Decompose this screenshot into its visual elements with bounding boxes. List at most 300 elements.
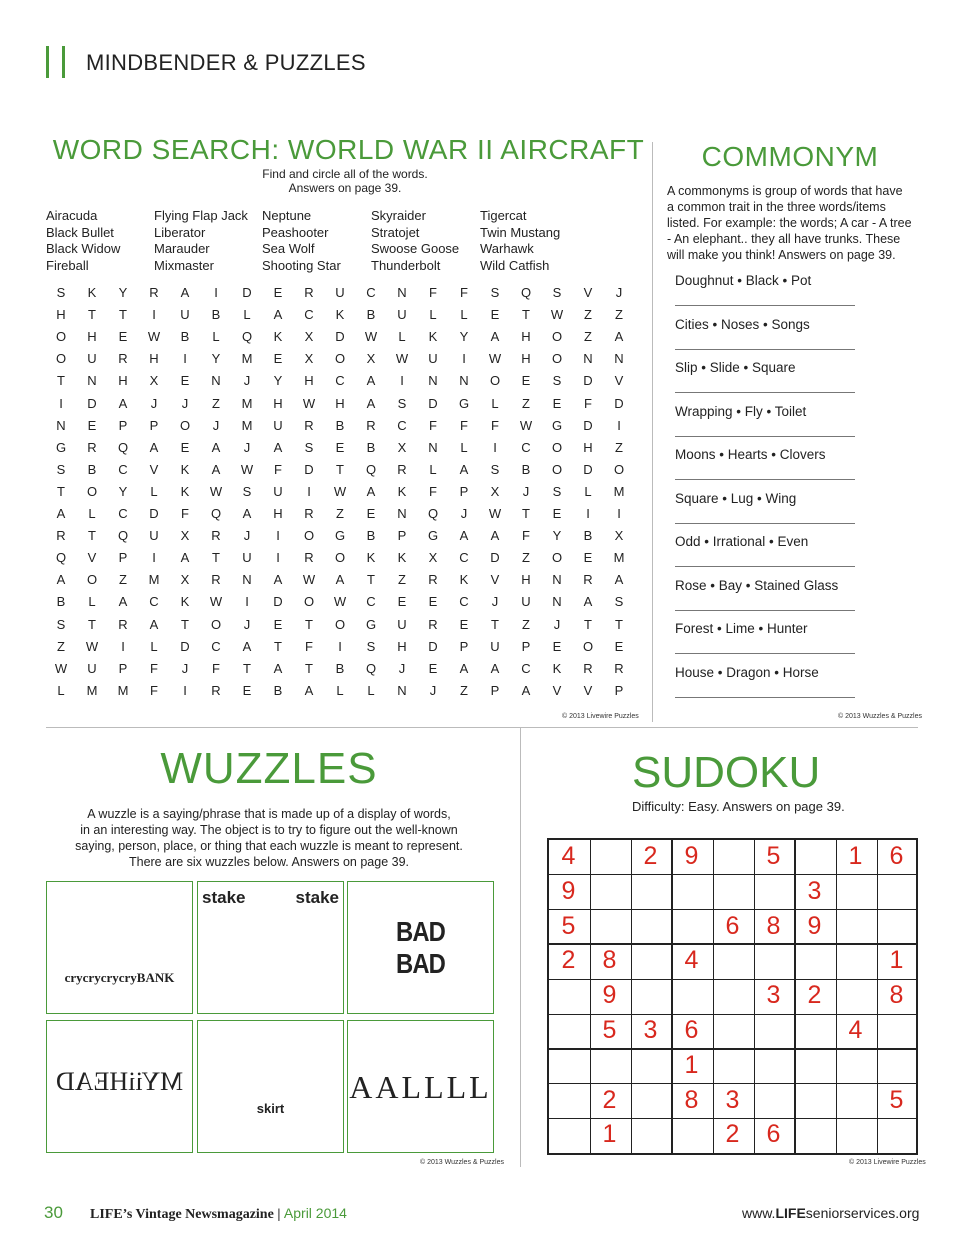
grid-letter[interactable]: C: [459, 550, 469, 566]
grid-letter[interactable]: R: [304, 285, 314, 300]
grid-letter[interactable]: T: [336, 461, 344, 477]
grid-letter[interactable]: E: [614, 638, 624, 654]
grid-letter[interactable]: N: [583, 351, 593, 367]
sudoku-empty-cell[interactable]: [835, 1048, 876, 1083]
sudoku-given-digit[interactable]: 4: [684, 946, 699, 975]
grid-letter[interactable]: L: [336, 682, 344, 698]
grid-letter[interactable]: E: [552, 506, 562, 521]
grid-letter[interactable]: J: [522, 483, 530, 499]
grid-letter[interactable]: A: [273, 439, 283, 455]
answer-line[interactable]: [675, 697, 855, 698]
grid-letter[interactable]: I: [617, 506, 621, 521]
grid-letter[interactable]: R: [428, 616, 438, 632]
grid-letter[interactable]: W: [209, 594, 223, 610]
grid-letter[interactable]: T: [212, 550, 220, 566]
grid-letter[interactable]: H: [56, 307, 66, 323]
grid-letter[interactable]: I: [338, 638, 342, 654]
grid-letter[interactable]: A: [614, 572, 624, 588]
sudoku-given-digit[interactable]: 6: [889, 842, 904, 870]
grid-letter[interactable]: O: [334, 351, 346, 367]
sudoku-given-digit[interactable]: 2: [725, 1120, 740, 1149]
grid-letter[interactable]: F: [181, 506, 189, 521]
grid-letter[interactable]: F: [274, 461, 282, 477]
grid-letter[interactable]: B: [366, 528, 376, 544]
grid-letter[interactable]: C: [366, 594, 376, 610]
grid-letter[interactable]: Y: [118, 285, 128, 300]
grid-letter[interactable]: H: [273, 506, 283, 521]
grid-letter[interactable]: S: [490, 461, 500, 477]
grid-letter[interactable]: D: [428, 395, 438, 411]
grid-letter[interactable]: H: [521, 572, 531, 588]
grid-letter[interactable]: R: [614, 660, 624, 676]
sudoku-empty-cell[interactable]: [876, 909, 917, 944]
grid-letter[interactable]: N: [397, 506, 407, 521]
sudoku-given-digit[interactable]: 6: [766, 1120, 781, 1149]
grid-letter[interactable]: I: [214, 285, 218, 300]
sudoku-empty-cell[interactable]: [794, 943, 835, 978]
grid-letter[interactable]: A: [180, 285, 190, 300]
sudoku-empty-cell[interactable]: [835, 978, 876, 1013]
sudoku-empty-cell[interactable]: [630, 1117, 671, 1152]
grid-letter[interactable]: R: [304, 417, 314, 433]
grid-letter[interactable]: R: [583, 572, 593, 588]
sudoku-empty-cell[interactable]: [835, 943, 876, 978]
sudoku-given-digit[interactable]: 1: [602, 1120, 617, 1149]
grid-letter[interactable]: Z: [584, 307, 592, 323]
grid-letter[interactable]: U: [397, 616, 407, 632]
grid-letter[interactable]: A: [56, 572, 66, 588]
grid-letter[interactable]: A: [490, 329, 500, 345]
answer-line[interactable]: [675, 610, 855, 611]
grid-letter[interactable]: F: [150, 660, 158, 676]
grid-letter[interactable]: I: [462, 351, 466, 367]
sudoku-empty-cell[interactable]: [753, 874, 794, 909]
grid-letter[interactable]: Y: [552, 528, 562, 544]
sudoku-empty-cell[interactable]: [712, 978, 753, 1013]
grid-letter[interactable]: Y: [211, 351, 221, 367]
grid-letter[interactable]: F: [460, 285, 468, 300]
grid-letter[interactable]: L: [243, 307, 251, 323]
sudoku-empty-cell[interactable]: [589, 909, 630, 944]
grid-letter[interactable]: J: [243, 373, 251, 389]
sudoku-empty-cell[interactable]: [753, 1013, 794, 1048]
sudoku-empty-cell[interactable]: [671, 1117, 712, 1152]
grid-letter[interactable]: V: [614, 373, 624, 389]
grid-letter[interactable]: Z: [212, 395, 220, 411]
grid-letter[interactable]: B: [180, 329, 190, 345]
grid-letter[interactable]: L: [150, 638, 158, 654]
grid-letter[interactable]: I: [307, 483, 311, 499]
grid-letter[interactable]: C: [335, 373, 345, 389]
grid-letter[interactable]: A: [242, 506, 252, 521]
grid-letter[interactable]: N: [397, 285, 407, 300]
grid-letter[interactable]: M: [613, 483, 625, 499]
grid-letter[interactable]: C: [521, 439, 531, 455]
grid-letter[interactable]: J: [243, 439, 251, 455]
answer-line[interactable]: [675, 436, 855, 437]
sudoku-given-digit[interactable]: 9: [602, 981, 617, 1010]
grid-letter[interactable]: F: [429, 417, 437, 433]
grid-letter[interactable]: N: [242, 572, 252, 588]
sudoku-given-digit[interactable]: 4: [561, 842, 576, 870]
grid-letter[interactable]: S: [552, 373, 562, 389]
sudoku-empty-cell[interactable]: [630, 978, 671, 1013]
grid-letter[interactable]: F: [584, 395, 592, 411]
grid-letter[interactable]: T: [522, 506, 530, 521]
sudoku-given-digit[interactable]: 9: [684, 842, 699, 870]
answer-line[interactable]: [675, 523, 855, 524]
grid-letter[interactable]: R: [211, 528, 221, 544]
grid-letter[interactable]: X: [180, 528, 190, 544]
sudoku-given-digit[interactable]: 8: [602, 946, 617, 975]
grid-letter[interactable]: W: [302, 572, 316, 588]
sudoku-empty-cell[interactable]: [548, 1013, 589, 1048]
grid-letter[interactable]: G: [427, 528, 439, 544]
grid-letter[interactable]: I: [152, 550, 156, 566]
grid-letter[interactable]: C: [521, 660, 531, 676]
grid-letter[interactable]: J: [398, 660, 406, 676]
grid-letter[interactable]: K: [335, 307, 345, 323]
sudoku-empty-cell[interactable]: [630, 874, 671, 909]
grid-letter[interactable]: W: [519, 417, 533, 433]
grid-letter[interactable]: B: [56, 594, 66, 610]
grid-letter[interactable]: N: [552, 594, 562, 610]
grid-letter[interactable]: Z: [460, 682, 468, 698]
grid-letter[interactable]: I: [617, 417, 621, 433]
grid-letter[interactable]: D: [87, 395, 97, 411]
grid-letter[interactable]: O: [489, 373, 501, 389]
grid-letter[interactable]: N: [428, 439, 438, 455]
grid-letter[interactable]: T: [367, 572, 375, 588]
sudoku-empty-cell[interactable]: [835, 909, 876, 944]
grid-letter[interactable]: S: [304, 439, 314, 455]
grid-letter[interactable]: L: [57, 682, 65, 698]
grid-letter[interactable]: K: [273, 329, 283, 345]
grid-letter[interactable]: T: [584, 616, 592, 632]
grid-letter[interactable]: Q: [210, 506, 222, 521]
grid-letter[interactable]: A: [242, 638, 252, 654]
grid-letter[interactable]: D: [242, 285, 252, 300]
grid-letter[interactable]: N: [614, 351, 624, 367]
sudoku-empty-cell[interactable]: [630, 1083, 671, 1118]
grid-letter[interactable]: S: [614, 594, 624, 610]
grid-letter[interactable]: X: [490, 483, 500, 499]
sudoku-empty-cell[interactable]: [712, 874, 753, 909]
grid-letter[interactable]: D: [304, 461, 314, 477]
grid-letter[interactable]: X: [397, 439, 407, 455]
grid-letter[interactable]: U: [490, 638, 500, 654]
grid-letter[interactable]: A: [614, 329, 624, 345]
sudoku-given-digit[interactable]: 1: [848, 842, 863, 870]
grid-letter[interactable]: P: [118, 550, 128, 566]
grid-letter[interactable]: F: [429, 483, 437, 499]
grid-letter[interactable]: T: [119, 307, 127, 323]
grid-letter[interactable]: L: [429, 461, 437, 477]
grid-letter[interactable]: G: [365, 616, 377, 632]
answer-line[interactable]: [675, 479, 855, 480]
sudoku-empty-cell[interactable]: [876, 1117, 917, 1152]
grid-letter[interactable]: G: [55, 439, 67, 455]
grid-letter[interactable]: T: [88, 307, 96, 323]
grid-letter[interactable]: I: [276, 528, 280, 544]
grid-letter[interactable]: W: [550, 307, 564, 323]
grid-letter[interactable]: F: [212, 660, 220, 676]
grid-letter[interactable]: P: [490, 682, 500, 698]
grid-letter[interactable]: K: [397, 550, 407, 566]
grid-letter[interactable]: B: [211, 307, 221, 323]
grid-letter[interactable]: H: [273, 395, 283, 411]
grid-letter[interactable]: E: [87, 417, 97, 433]
grid-letter[interactable]: F: [522, 528, 530, 544]
grid-letter[interactable]: S: [56, 285, 66, 300]
grid-letter[interactable]: P: [397, 528, 407, 544]
sudoku-empty-cell[interactable]: [630, 1048, 671, 1083]
grid-letter[interactable]: N: [459, 373, 469, 389]
grid-letter[interactable]: J: [181, 395, 189, 411]
sudoku-empty-cell[interactable]: [794, 839, 835, 874]
grid-letter[interactable]: V: [87, 550, 97, 566]
grid-letter[interactable]: K: [552, 660, 562, 676]
grid-letter[interactable]: J: [243, 616, 251, 632]
grid-letter[interactable]: R: [118, 351, 128, 367]
grid-letter[interactable]: U: [87, 660, 97, 676]
grid-letter[interactable]: V: [149, 461, 159, 477]
sudoku-given-digit[interactable]: 6: [684, 1016, 699, 1044]
grid-letter[interactable]: Z: [119, 572, 127, 588]
sudoku-empty-cell[interactable]: [794, 1048, 835, 1083]
grid-letter[interactable]: J: [460, 506, 468, 521]
grid-letter[interactable]: D: [149, 506, 159, 521]
grid-letter[interactable]: E: [397, 594, 407, 610]
grid-letter[interactable]: L: [398, 329, 406, 345]
grid-letter[interactable]: C: [304, 307, 314, 323]
grid-letter[interactable]: A: [459, 461, 469, 477]
grid-letter[interactable]: L: [584, 483, 592, 499]
grid-letter[interactable]: L: [88, 506, 96, 521]
grid-letter[interactable]: U: [335, 285, 345, 300]
grid-letter[interactable]: O: [179, 417, 191, 433]
grid-letter[interactable]: H: [583, 439, 593, 455]
grid-letter[interactable]: P: [614, 682, 624, 698]
grid-letter[interactable]: R: [304, 550, 314, 566]
grid-letter[interactable]: L: [150, 483, 158, 499]
sudoku-given-digit[interactable]: 5: [889, 1085, 904, 1114]
grid-letter[interactable]: Z: [522, 395, 530, 411]
grid-letter[interactable]: L: [367, 682, 375, 698]
grid-letter[interactable]: M: [86, 682, 98, 698]
sudoku-empty-cell[interactable]: [794, 1117, 835, 1152]
grid-letter[interactable]: D: [428, 638, 438, 654]
grid-letter[interactable]: N: [211, 373, 221, 389]
sudoku-empty-cell[interactable]: [548, 978, 589, 1013]
grid-letter[interactable]: A: [211, 461, 221, 477]
grid-letter[interactable]: R: [428, 572, 438, 588]
grid-letter[interactable]: C: [366, 285, 376, 300]
grid-letter[interactable]: K: [180, 461, 190, 477]
grid-letter[interactable]: W: [209, 483, 223, 499]
grid-letter[interactable]: K: [397, 483, 407, 499]
grid-letter[interactable]: Y: [118, 483, 128, 499]
grid-letter[interactable]: R: [56, 528, 66, 544]
grid-letter[interactable]: O: [551, 439, 563, 455]
grid-letter[interactable]: Q: [241, 329, 253, 345]
grid-letter[interactable]: A: [490, 660, 500, 676]
grid-letter[interactable]: E: [428, 660, 438, 676]
grid-letter[interactable]: I: [152, 307, 156, 323]
sudoku-given-digit[interactable]: 1: [684, 1050, 699, 1079]
grid-letter[interactable]: H: [304, 373, 314, 389]
sudoku-empty-cell[interactable]: [548, 1083, 589, 1118]
answer-line[interactable]: [675, 349, 855, 350]
grid-letter[interactable]: A: [335, 572, 345, 588]
grid-letter[interactable]: E: [428, 594, 438, 610]
grid-letter[interactable]: H: [335, 395, 345, 411]
grid-letter[interactable]: G: [551, 417, 563, 433]
grid-letter[interactable]: S: [552, 483, 562, 499]
grid-letter[interactable]: T: [522, 307, 530, 323]
grid-letter[interactable]: P: [149, 417, 159, 433]
grid-letter[interactable]: D: [273, 594, 283, 610]
grid-letter[interactable]: E: [335, 439, 345, 455]
sudoku-empty-cell[interactable]: [876, 1013, 917, 1048]
sudoku-empty-cell[interactable]: [712, 943, 753, 978]
grid-letter[interactable]: L: [460, 307, 468, 323]
sudoku-empty-cell[interactable]: [753, 1083, 794, 1118]
grid-letter[interactable]: T: [274, 638, 282, 654]
grid-letter[interactable]: S: [56, 616, 66, 632]
grid-letter[interactable]: Z: [615, 307, 623, 323]
grid-letter[interactable]: W: [395, 351, 409, 367]
grid-letter[interactable]: K: [180, 594, 190, 610]
sudoku-empty-cell[interactable]: [712, 839, 753, 874]
grid-letter[interactable]: P: [459, 483, 469, 499]
grid-letter[interactable]: Z: [522, 550, 530, 566]
sudoku-given-digit[interactable]: 2: [561, 946, 576, 975]
grid-letter[interactable]: E: [273, 616, 283, 632]
grid-letter[interactable]: T: [615, 616, 623, 632]
grid-letter[interactable]: I: [183, 682, 187, 698]
grid-letter[interactable]: A: [490, 528, 500, 544]
grid-letter[interactable]: R: [397, 461, 407, 477]
grid-letter[interactable]: F: [305, 638, 313, 654]
grid-letter[interactable]: N: [552, 572, 562, 588]
sudoku-given-digit[interactable]: 8: [889, 981, 904, 1010]
grid-letter[interactable]: H: [118, 373, 128, 389]
grid-letter[interactable]: U: [149, 528, 159, 544]
grid-letter[interactable]: Y: [459, 329, 469, 345]
grid-letter[interactable]: H: [149, 351, 159, 367]
grid-letter[interactable]: K: [459, 572, 469, 588]
grid-letter[interactable]: A: [149, 616, 159, 632]
answer-line[interactable]: [675, 305, 855, 306]
grid-letter[interactable]: T: [181, 616, 189, 632]
grid-letter[interactable]: S: [397, 395, 407, 411]
grid-letter[interactable]: I: [400, 373, 404, 389]
grid-letter[interactable]: M: [241, 395, 253, 411]
sudoku-given-digit[interactable]: 8: [684, 1085, 699, 1114]
grid-letter[interactable]: W: [333, 594, 347, 610]
grid-letter[interactable]: S: [56, 461, 66, 477]
grid-letter[interactable]: F: [150, 682, 158, 698]
grid-letter[interactable]: J: [615, 285, 623, 300]
grid-letter[interactable]: Q: [365, 660, 377, 676]
grid-letter[interactable]: G: [334, 528, 346, 544]
grid-letter[interactable]: O: [334, 550, 346, 566]
grid-letter[interactable]: O: [55, 329, 67, 345]
grid-letter[interactable]: O: [210, 616, 222, 632]
grid-letter[interactable]: R: [211, 572, 221, 588]
grid-letter[interactable]: Q: [427, 506, 439, 521]
sudoku-empty-cell[interactable]: [589, 874, 630, 909]
grid-letter[interactable]: X: [304, 351, 314, 367]
grid-letter[interactable]: B: [335, 417, 345, 433]
grid-letter[interactable]: B: [87, 461, 97, 477]
sudoku-empty-cell[interactable]: [630, 943, 671, 978]
grid-letter[interactable]: C: [459, 594, 469, 610]
grid-letter[interactable]: A: [273, 572, 283, 588]
grid-letter[interactable]: B: [335, 660, 345, 676]
grid-letter[interactable]: B: [583, 528, 593, 544]
grid-letter[interactable]: H: [521, 351, 531, 367]
grid-letter[interactable]: A: [459, 528, 469, 544]
grid-letter[interactable]: F: [429, 285, 437, 300]
grid-letter[interactable]: C: [118, 461, 128, 477]
sudoku-empty-cell[interactable]: [794, 1013, 835, 1048]
sudoku-empty-cell[interactable]: [671, 978, 712, 1013]
grid-letter[interactable]: Q: [117, 439, 129, 455]
grid-letter[interactable]: R: [118, 616, 128, 632]
grid-letter[interactable]: J: [212, 417, 220, 433]
sudoku-empty-cell[interactable]: [712, 1048, 753, 1083]
grid-letter[interactable]: D: [583, 373, 593, 389]
grid-letter[interactable]: M: [241, 351, 253, 367]
grid-letter[interactable]: E: [459, 616, 469, 632]
sudoku-empty-cell[interactable]: [753, 1048, 794, 1083]
grid-letter[interactable]: D: [583, 461, 593, 477]
grid-letter[interactable]: P: [521, 638, 531, 654]
grid-letter[interactable]: J: [491, 594, 499, 610]
grid-letter[interactable]: O: [303, 594, 315, 610]
grid-letter[interactable]: N: [397, 682, 407, 698]
grid-letter[interactable]: Z: [336, 506, 344, 521]
grid-letter[interactable]: P: [118, 417, 128, 433]
grid-letter[interactable]: C: [149, 594, 159, 610]
grid-letter[interactable]: U: [397, 307, 407, 323]
grid-letter[interactable]: V: [490, 572, 500, 588]
grid-letter[interactable]: S: [242, 483, 252, 499]
grid-letter[interactable]: X: [366, 351, 376, 367]
sudoku-given-digit[interactable]: 8: [766, 911, 781, 940]
grid-letter[interactable]: A: [180, 550, 190, 566]
sudoku-empty-cell[interactable]: [630, 909, 671, 944]
grid-letter[interactable]: N: [428, 373, 438, 389]
grid-letter[interactable]: X: [149, 373, 159, 389]
grid-letter[interactable]: W: [147, 329, 161, 345]
grid-letter[interactable]: X: [428, 550, 438, 566]
grid-letter[interactable]: X: [304, 329, 314, 345]
sudoku-empty-cell[interactable]: [589, 839, 630, 874]
grid-letter[interactable]: U: [521, 594, 531, 610]
grid-letter[interactable]: L: [212, 329, 220, 345]
grid-letter[interactable]: U: [87, 351, 97, 367]
grid-letter[interactable]: U: [273, 483, 283, 499]
grid-letter[interactable]: V: [583, 285, 593, 300]
grid-letter[interactable]: O: [613, 461, 625, 477]
grid-letter[interactable]: M: [148, 572, 160, 588]
grid-letter[interactable]: E: [273, 285, 283, 300]
sudoku-empty-cell[interactable]: [712, 1013, 753, 1048]
grid-letter[interactable]: E: [242, 682, 252, 698]
